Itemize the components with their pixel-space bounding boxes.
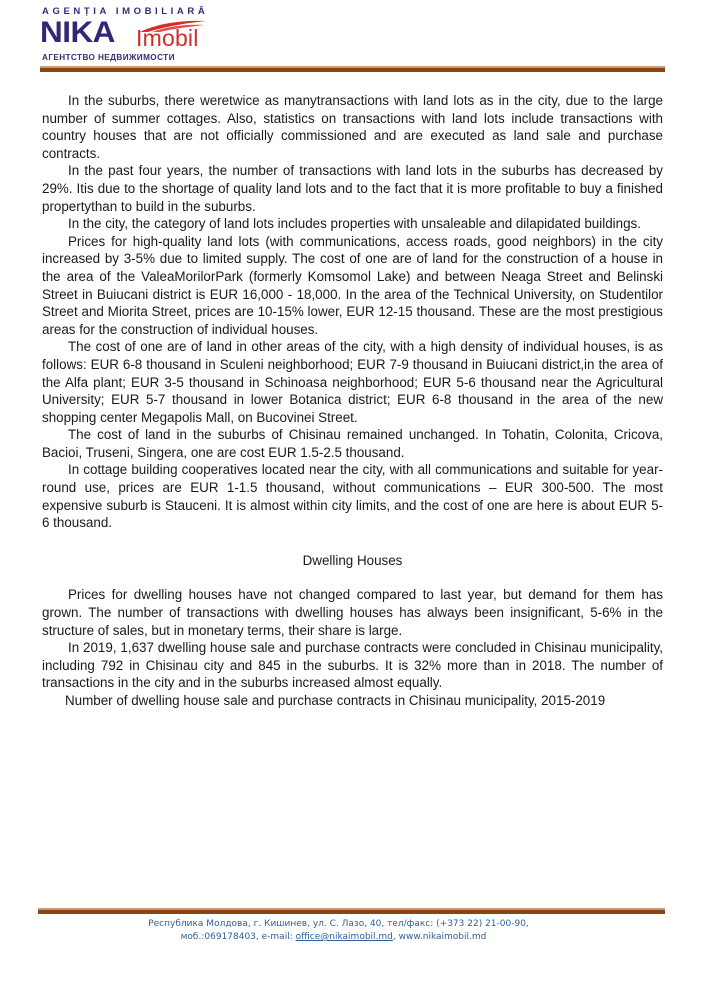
paragraph: Prices for high-quality land lots (with communications, access roads, good neighbors) in the city increased by 3-5% due to limited supply. The cost of one are of land for the construction of a house in the area of the ValeaMorilorPark (formerly Komsomol Lake) and between Neaga Street and Belinski Street in Buiucani district is EUR 16,000 - 18,000. In the area of the Technical University, on Studentilor Street and Miorita Street, prices are 10-15% lower, EUR 12-15 thousand. These are the most prestigious areas for the construction of individual houses.: [42, 233, 663, 337]
footer-contact: [0, 918, 707, 944]
footer-mobile: моб.:069178403, e-mail:: [180, 932, 296, 942]
footer-divider: [38, 908, 665, 914]
logo-brand: [40, 16, 199, 51]
logo-brand-sub: Imobil: [136, 25, 199, 51]
logo-bottom-text: АГЕНТСТВО НЕДВИЖИМОСТИ: [42, 53, 175, 62]
paragraph: In 2019, 1,637 dwelling house sale and purchase contracts were concluded in Chisinau municipality, including 792 in Chisinau city and 845 in the suburbs. It is 32% more than in 2018. The number of transactions in the city and in the suburbs increased almost equally.: [42, 640, 663, 691]
website-link[interactable]: www.nikaimobil.md: [398, 932, 487, 942]
footer-contacts-line: [0, 931, 707, 944]
paragraph: The cost of land in the suburbs of Chisinau remained unchanged. In Tohatin, Colonita, Cricova, Bacioi, Truseni, Singera, one are cost EUR 1.5-2.5 thousand.: [42, 427, 663, 460]
header-divider: [40, 66, 665, 72]
logo-top-text: AGENȚIA IMOBILIARĂ: [42, 6, 209, 17]
footer-address: Республика Молдова, г. Кишинев, ул. С. Лазо, 40, тел/факс: (+373 22) 21-00-90,: [148, 919, 529, 929]
paragraph: In cottage building cooperatives located near the city, with all communications and suitable for year-round use, prices are EUR 1-1.5 thousand, without communications – EUR 300-500. The most expensive suburb is Stauceni. It is almost within city limits, and the cost of one are here is about EUR 5-6 thousand.: [42, 462, 663, 531]
email-link[interactable]: office@nikaimobil.md: [295, 932, 393, 942]
footer-separator: ,: [392, 932, 399, 942]
logo-brand-main: NIKA: [40, 16, 115, 49]
paragraph: In the past four years, the number of transactions with land lots in the suburbs has decreased by 29%. Itis due to the shortage of quality land lots and to the fact that it is more profitable to buy a finished propertythan to build in the suburbs.: [42, 163, 663, 214]
paragraph: Prices for dwelling houses have not changed compared to last year, but demand for them has grown. The number of transactions with dwelling houses has always been insignificant, 5-6% in the structure of sales, but in monetary terms, their share is large.: [42, 587, 663, 638]
section-heading: Dwelling Houses: [302, 552, 403, 568]
company-logo: [40, 4, 220, 62]
document-body: [42, 92, 663, 710]
paragraph: In the city, the category of land lots includes properties with unsaleable and dilapidated buildings.: [68, 216, 641, 232]
chart-caption: Number of dwelling house sale and purchase contracts in Chisinau municipality, 2015-2019: [65, 693, 606, 708]
paragraph: In the suburbs, there weretwice as manytransactions with land lots as in the city, due to the large number of summer cottages. Also, statistics on transactions with land lots include transactions with country houses that are not officially commissioned and are executed as land sale and purchase contracts.: [42, 93, 663, 161]
paragraph: The cost of one are of land in other areas of the city, with a high density of individual houses, is as follows: EUR 6-8 thousand in Sculeni neighborhood; EUR 7-9 thousand in Buiucani district,in the area of the Alfa plant; EUR 3-5 thousand in Schinoasa neighborhood; EUR 5-6 thousand near the Agricultural University; EUR 5-7 thousand in lower Botanica district; EUR 6-8 thousand in the area of the new shopping center Megapolis Mall, on Bucovinei Street.: [42, 339, 663, 425]
